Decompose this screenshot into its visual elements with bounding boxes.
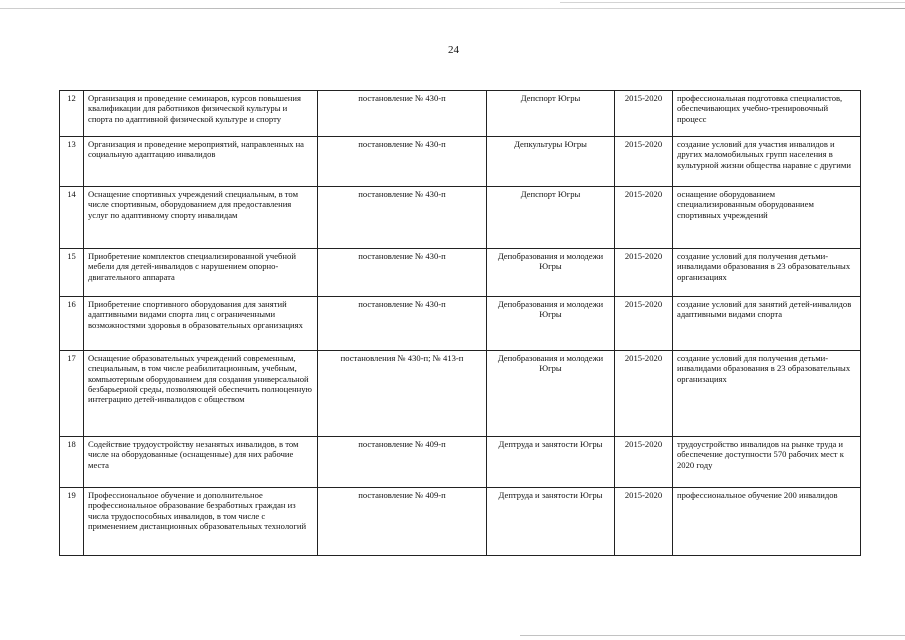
table-row	[60, 437, 861, 488]
row-number: 15	[60, 249, 84, 297]
row-number: 12	[60, 91, 84, 137]
executor: Депспорт Югры	[487, 187, 615, 249]
measure-name: Приобретение спортивного оборудования для занятий адаптивными видами спорта лиц с ограниченными возможностями здоровья в образовательных организациях	[84, 297, 318, 351]
measures-table	[59, 90, 861, 556]
row-number: 18	[60, 437, 84, 488]
legal-document: постановления № 430-п; № 413-п	[318, 351, 487, 437]
period: 2015-2020	[615, 351, 673, 437]
executor: Депобразования и молодежи Югры	[487, 249, 615, 297]
period: 2015-2020	[615, 488, 673, 556]
row-number: 14	[60, 187, 84, 249]
period: 2015-2020	[615, 249, 673, 297]
legal-document: постановление № 430-п	[318, 137, 487, 187]
legal-document: постановление № 430-п	[318, 249, 487, 297]
scan-edge-top	[0, 8, 905, 9]
table-row	[60, 187, 861, 249]
period: 2015-2020	[615, 437, 673, 488]
row-number: 17	[60, 351, 84, 437]
expected-result: трудоустройство инвалидов на рынке труда и обеспечение доступности 570 рабочих мест к 2020 году	[673, 437, 861, 488]
expected-result: оснащение оборудованием специализированным оборудованием спортивных учреждений	[673, 187, 861, 249]
expected-result: профессиональная подготовка специалистов, обеспечивающих учебно-тренировочный процесс	[673, 91, 861, 137]
executor: Депобразования и молодежи Югры	[487, 297, 615, 351]
row-number: 13	[60, 137, 84, 187]
measure-name: Профессиональное обучение и дополнительное профессиональное образование безработных граждан из числа трудоспособных инвалидов, в том числе с применением дистанционных образовательных технологий	[84, 488, 318, 556]
measure-name: Оснащение образовательных учреждений современным, специальным, в том числе реабилитационным, учебным, компьютерным оборудованием для создания универсальной безбарьерной среды, позволяющей обеспечить полноценную интеграцию детей-инвалидов с обществом	[84, 351, 318, 437]
executor: Дептруда и занятости Югры	[487, 437, 615, 488]
executor: Депспорт Югры	[487, 91, 615, 137]
measure-name: Организация и проведение семинаров, курсов повышения квалификации для работников физической культуры и спорта по адаптивной физической культуре и спорту	[84, 91, 318, 137]
expected-result: создание условий для занятий детей-инвалидов адаптивными видами спорта	[673, 297, 861, 351]
period: 2015-2020	[615, 91, 673, 137]
expected-result: профессиональное обучение 200 инвалидов	[673, 488, 861, 556]
table-row	[60, 137, 861, 187]
expected-result: создание условий для получения детьми-инвалидами образования в 23 образовательных организациях	[673, 249, 861, 297]
legal-document: постановление № 430-п	[318, 297, 487, 351]
executor: Депобразования и молодежи Югры	[487, 351, 615, 437]
legal-document: постановление № 430-п	[318, 187, 487, 249]
measure-name: Содействие трудоустройству незанятых инвалидов, в том числе на оборудованные (оснащенные) для них рабочие места	[84, 437, 318, 488]
period: 2015-2020	[615, 297, 673, 351]
legal-document: постановление № 409-п	[318, 488, 487, 556]
measure-name: Оснащение спортивных учреждений специальным, в том числе спортивным, оборудованием для предоставления услуг по адаптивному спорту инвалидам	[84, 187, 318, 249]
scan-edge-top-right	[560, 2, 905, 3]
table-row	[60, 488, 861, 556]
executor: Дептруда и занятости Югры	[487, 488, 615, 556]
row-number: 19	[60, 488, 84, 556]
measure-name: Организация и проведение мероприятий, направленных на социальную адаптацию инвалидов	[84, 137, 318, 187]
legal-document: постановление № 409-п	[318, 437, 487, 488]
measure-name: Приобретение комплектов специализированной учебной мебели для детей-инвалидов с нарушением опорно-двигательного аппарата	[84, 249, 318, 297]
page-number: 24	[448, 44, 459, 56]
period: 2015-2020	[615, 137, 673, 187]
legal-document: постановление № 430-п	[318, 91, 487, 137]
expected-result: создание условий для участия инвалидов и других маломобильных групп населения в культурной жизни общества наравне с другими	[673, 137, 861, 187]
executor: Депкультуры Югры	[487, 137, 615, 187]
table-row	[60, 297, 861, 351]
table-row	[60, 91, 861, 137]
table-row	[60, 249, 861, 297]
table-row	[60, 351, 861, 437]
scan-edge-bottom	[520, 635, 905, 636]
row-number: 16	[60, 297, 84, 351]
expected-result: создание условий для получения детьми-инвалидами образования в 23 образовательных организациях	[673, 351, 861, 437]
period: 2015-2020	[615, 187, 673, 249]
